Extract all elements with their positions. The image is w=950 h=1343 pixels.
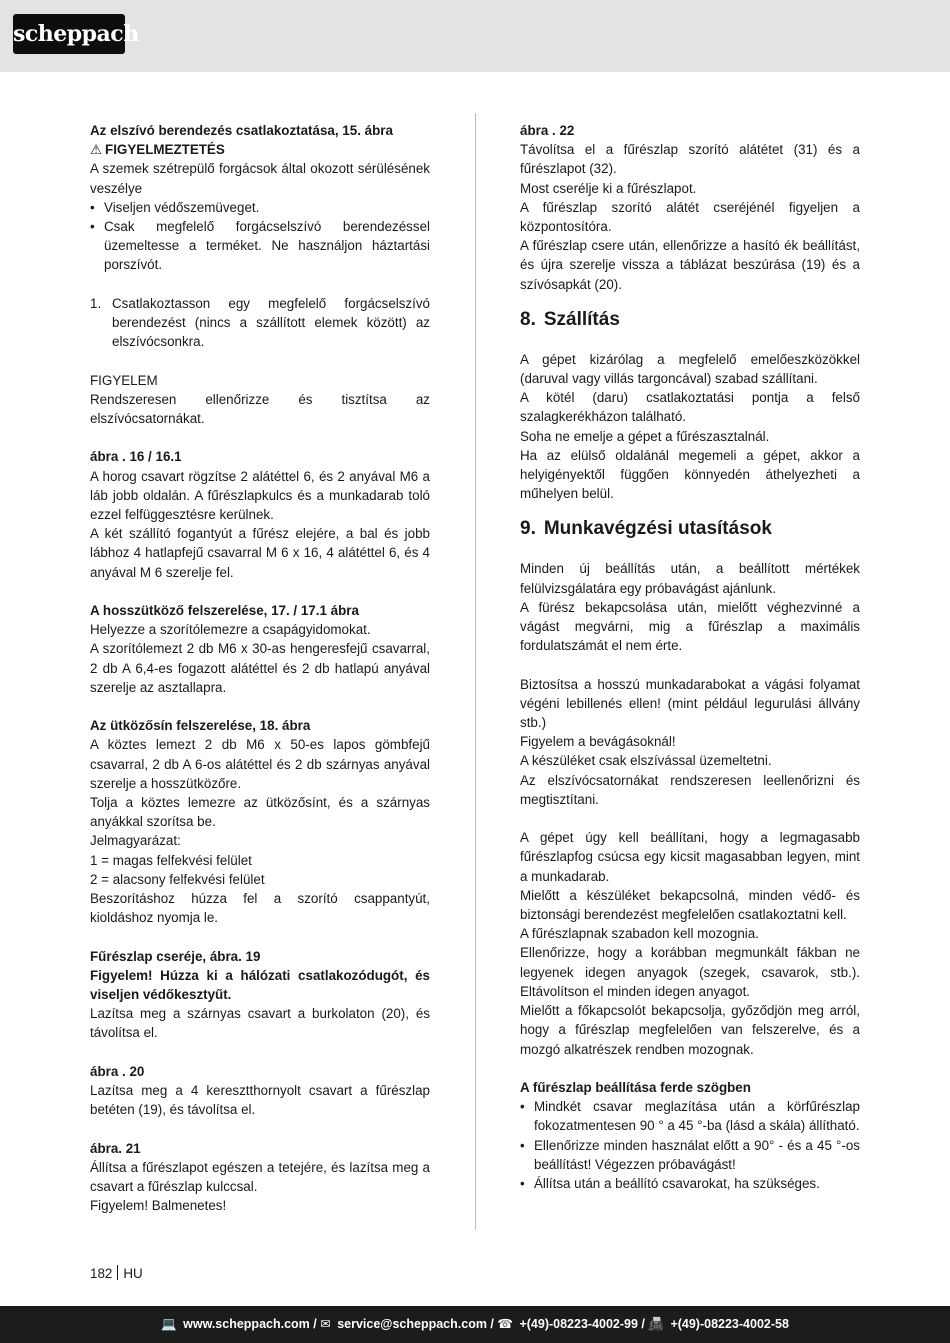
footer-fax: +(49)-08223-4002-58	[670, 1317, 789, 1331]
chapter-heading	[520, 308, 860, 332]
computer-icon: 💻	[161, 1317, 177, 1331]
section-title: Az elszívó berendezés csatlakoztatása, 15. ábra	[90, 123, 393, 138]
chapter-title: Szállítás	[543, 308, 620, 330]
page-number-separator	[117, 1265, 118, 1280]
chapter-number: 8.	[520, 308, 536, 330]
mail-icon: ✉	[320, 1317, 331, 1331]
paragraph: A horog csavart rögzítse 2 alátéttel 6, és 2 anyával M6 a láb jobb oldalán. A fűrészlapkulcs és a munkadarab toló ezzel felfüggesztésre kerülnek.	[90, 468, 430, 523]
left-column	[90, 121, 430, 1215]
step-number: 1.	[90, 295, 102, 311]
note-title: FIGYELEM	[90, 372, 158, 388]
bullet-list	[520, 1097, 860, 1193]
page-footer	[0, 1306, 950, 1343]
section-title: ábra . 22	[520, 123, 575, 138]
bullet-item: • Mindkét csavar meglazítása után a körfűrészlap fokozatmentesen 90 ° a 45 °-ba (lásd a skála) állítható.	[520, 1097, 860, 1135]
scheppach-logo: scheppach	[13, 14, 125, 54]
paragraph: A gépet kizárólag a megfelelő emelőeszközökkel (daruval vagy villás targoncával) szabad szállítani.	[520, 351, 860, 387]
page-language: HU	[123, 1266, 143, 1281]
footer-website: www.scheppach.com /	[183, 1317, 317, 1331]
section-title: A hosszütköző felszerelése, 17. / 17.1 ábra	[90, 603, 359, 619]
bold-warning: Figyelem! Húzza ki a hálózati csatlakozódugót, és viseljen védőkesztyűt.	[90, 967, 430, 1003]
paragraph: Figyelem a bevágásoknál!	[520, 734, 676, 750]
legend-item: 2 = alacsony felfekvési felület	[90, 871, 265, 887]
paragraph: Lazítsa meg a 4 keresztthornyolt csavart a fűrészlap betéten (19), és távolítsa el.	[90, 1083, 430, 1118]
footer-email: service@scheppach.com /	[337, 1317, 494, 1331]
paragraph: A gépet úgy kell beállítani, hogy a legmagasabb fűrészlapfog csúcsa egy kicsit magasabban legyen, mint a munkadarab.	[520, 830, 860, 884]
bullet-list	[90, 198, 430, 275]
footer-phone: +(49)-08223-4002-99 /	[519, 1317, 645, 1331]
chapter-title: Munkavégzési utasítások	[543, 518, 772, 540]
paragraph: A fűrészlapnak szabadon kell mozognia.	[520, 926, 759, 942]
paragraph: Az elszívócsatornákat rendszeresen leellenőrizni és megtisztítani.	[520, 772, 860, 807]
paragraph: Mielőtt a készüléket bekapcsolná, minden védő- és biztonsági berendezést megfelelően csatlakoztatni kell.	[520, 887, 860, 923]
numbered-list	[90, 294, 430, 352]
page-number-value: 182	[90, 1266, 113, 1281]
paragraph: Lazítsa meg a szárnyas csavart a burkolaton (20), és távolítsa el.	[90, 1006, 430, 1041]
paragraph: Tolja a köztes lemezre az ütközősínt, és a szárnyas anyákkal szorítsa be.	[90, 795, 430, 830]
bullet-item: • Viseljen védőszemüveget.	[90, 198, 430, 217]
paragraph: A két szállító fogantyút a fűrész elejére, a bal és jobb lábhoz 4 hatlapfejű csavarral M 6 x 16, 4 alátéttel 6, és 4 anyával M 6 szerelje fel.	[90, 526, 430, 580]
paragraph: Most cserélje ki a fűrészlapot.	[520, 180, 697, 196]
page-header	[0, 0, 950, 72]
paragraph: A köztes lemezt 2 db M6 x 50-es lapos gömbfejű csavarral, 2 db A 6-os alátéttel és 2 db szárnyas anyával szerelje a hosszütközőre.	[90, 737, 430, 791]
paragraph: Állítsa a fűrészlapot egészen a tetejére, és lazítsa meg a csavart a fűrészlap kulccsal.	[90, 1159, 430, 1195]
section-title: ábra. 21	[90, 1140, 141, 1156]
paragraph: A fürész bekapcsolása után, mielőtt véghezvinné a vágást megvárni, mig a fűrészlap a maximális fordulatszámát el nem érte.	[520, 599, 860, 654]
phone-icon: ☎	[497, 1317, 513, 1331]
warning-title: FIGYELMEZTETÉS	[105, 142, 225, 158]
paragraph: Biztosítsa a hosszú munkadarabokat a vágási folyamat végéni lebillenés ellen! (mint például legurulási állvány stb.)	[520, 676, 860, 731]
paragraph: A szorítólemezt 2 db M6 x 30-as hengeresfejű csavarral, 2 db A 6,4-es fogazott alátéttel és 2 db hatlapú anyával szerelje az asztallapra.	[90, 641, 430, 695]
numbered-item	[90, 294, 430, 352]
warning-triangle-icon: ⚠	[90, 142, 103, 158]
fax-icon: 📠	[648, 1317, 664, 1331]
chapter-number: 9.	[520, 518, 536, 540]
warning-heading	[90, 140, 430, 159]
column-divider	[475, 113, 476, 1230]
step-text: Csatlakoztasson egy megfelelő forgácselszívó berendezést (nincs a szállított elemek között) az elszívócsonkra.	[112, 295, 430, 350]
paragraph: Soha ne emelje a gépet a fűrészasztalnál.	[520, 428, 770, 444]
section-title: ábra . 20	[90, 1063, 145, 1079]
chapter-heading	[520, 517, 860, 541]
bullet-item: • Állítsa után a beállító csavarokat, ha szükséges.	[520, 1174, 860, 1193]
section-title: Az ütközősín felszerelése, 18. ábra	[90, 718, 311, 734]
paragraph: Mielőtt a főkapcsolót bekapcsolja, győződjön meg arról, hogy a fűrészlap megfelelően van felszerelve, és a mozgó alkatrészek rendben mozognak.	[520, 1003, 860, 1057]
right-column	[520, 121, 860, 1193]
bullet-item: • Csak megfelelő forgácselszívó berendezéssel üzemeltesse a terméket. Ne használjon háztartási porszívót.	[90, 217, 430, 275]
legend-item: 1 = magas felfekvési felület	[90, 852, 252, 868]
paragraph: A fűrészlap szorító alátét cseréjénél figyeljen a központosítóra.	[520, 199, 860, 235]
paragraph: Ha az elülső oldalánál megemeli a gépet, akkor a helyigényektől függően könnyedén áthelyezheti a műhelyen belül.	[520, 447, 860, 502]
paragraph: Beszorításhoz húzza fel a szorító csappantyút, kioldáshoz nyomja le.	[90, 891, 430, 926]
paragraph: Minden új beállítás után, a beállított mértékek felülvizsgálatára egy próbavágást ajánlunk.	[520, 561, 860, 596]
paragraph: A fűrészlap csere után, ellenőrizze a hasító ék beállítást, és újra szerelje vissza a táblázat beszúrása (19) és a szívósapkát (20).	[520, 238, 860, 292]
section-title: ábra . 16 / 16.1	[90, 449, 182, 465]
paragraph: Helyezze a szorítólemezre a csapágyidomokat.	[90, 622, 371, 638]
paragraph: A szemek szétrepülő forgácsok által okozott sérülésének veszélye	[90, 161, 430, 196]
page-number	[90, 1265, 143, 1283]
legend-title: Jelmagyarázat:	[90, 833, 181, 849]
paragraph: Figyelem! Balmenetes!	[90, 1198, 227, 1214]
bullet-item: • Ellenőrizze minden használat előtt a 90° - és a 45 °-os beállítást! Végezzen próbavágást!	[520, 1136, 860, 1174]
paragraph: A kötél (daru) csatlakoztatási pontja a felső szalagkerékházon található.	[520, 390, 860, 425]
section-title: A fűrészlap beállítása ferde szögben	[520, 1079, 751, 1095]
paragraph: Rendszeresen ellenőrizze és tisztítsa az elszívócsatornákat.	[90, 391, 430, 427]
paragraph: A készüléket csak elszívással üzemeltetni.	[520, 753, 772, 769]
paragraph: Távolítsa el a fűrészlap szorító alátétet (31) és a fűrészlapot (32).	[520, 142, 860, 177]
paragraph: Ellenőrizze, hogy a korábban megmunkált fákban ne legyenek idegen anyagok (szegek, csavarok, stb.). Eltávolítson el minden idegen anyagot.	[520, 945, 860, 999]
section-title: Fűrészlap cseréje, ábra. 19	[90, 948, 261, 964]
